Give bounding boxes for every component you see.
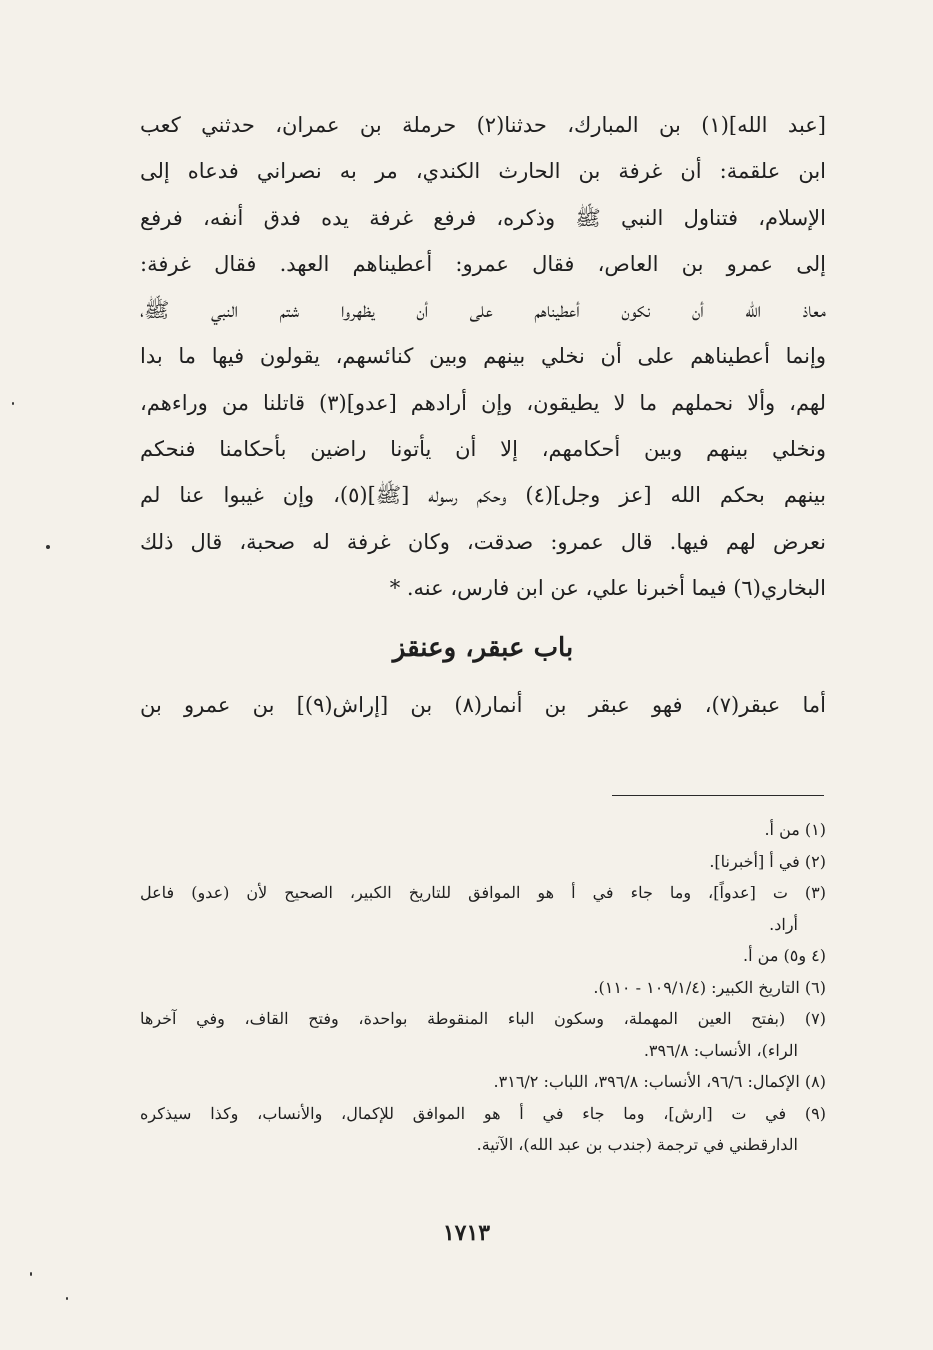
footnote-4-5 (140, 940, 826, 972)
text-line-last: البخاري(٦) فيما أخبرنا علي، عن ابن فارس، عنه. * (389, 575, 826, 600)
text-line: ونخلي بينهم وبين أحكامهم، إلا أن يأتونا راضين بأحكامنا فنحكم (140, 437, 826, 462)
main-text (140, 102, 826, 611)
footnote-line: (٧) (بفتح العين المهملة، وسكون الباء المنقوطة بواحدة، وفتح القاف، وفي آخرها (140, 1009, 826, 1028)
text-line: ابن علقمة: أن غرفة بن الحارث الكندي، مر به نصراني فدعاه إلى (140, 159, 826, 184)
footnote-line: (٨) الإكمال: ٩٦/٦، الأنساب: ٣٩٦/٨، اللباب: ٣١٦/٢. (493, 1072, 826, 1091)
footnote-7 (140, 1003, 826, 1066)
footnote-line: (٩) في ت [ارش]، وما جاء في أ هو الموافق للإكمال، والأنساب، وكذا سيذكره (140, 1103, 826, 1123)
page-number: ١٧١٣ (442, 1220, 491, 1246)
text-line: بينهم بحكم الله [عز وجل](٤) وحكم رسوله [ﷺ](٥)، وإن غيبوا عنا لم (140, 483, 826, 508)
text-line: إلى عمرو بن العاص، فقال عمرو: أعطيناهم العهد. فقال غرفة: (140, 251, 826, 276)
footnote-line: الدارقطني في ترجمة (جندب بن عبد الله)، الآتية. (476, 1135, 798, 1154)
footnote-line: (٤ و٥) من أ. (743, 946, 826, 965)
footnote-separator (612, 795, 824, 796)
footnote-line: (٦) التاريخ الكبير: (١٠٩/١/٤ - ١١٠). (593, 977, 826, 997)
text-line: لهم، وألا نحملهم ما لا يطيقون، وإن أرادهم [عدو](٣) قاتلنا من وراءهم، (140, 390, 826, 415)
footnote-9 (140, 1098, 826, 1161)
text-line: الإسلام، فتناول النبي ﷺ وذكره، فرفع غرفة يده فدق أنفه، فرفع (140, 205, 826, 230)
footnote-3 (140, 877, 826, 940)
chapter-first-line: أما عبقر(٧)، فهو عبقر بن أنمار(٨) بن [إراش(٩)] بن عمرو بن (140, 693, 826, 717)
footnote-8 (140, 1066, 826, 1098)
footnote-line: الراء)، الأنساب: ٣٩٦/٨. (643, 1040, 798, 1060)
footnote-6 (140, 972, 826, 1004)
footnote-2 (140, 846, 826, 878)
scan-speck (66, 1297, 68, 1300)
scan-speck (30, 1272, 32, 1276)
text-line: وإنما أعطيناهم على أن نخلي بينهم وبين كنائسهم، يقولون فيها ما بدا (140, 344, 826, 369)
text-line: [عبد الله](١) بن المبارك، حدثنا(٢) حرملة بن عمران، حدثني كعب (140, 113, 826, 137)
scan-speck (12, 402, 14, 405)
footnote-line: (١) من أ. (764, 820, 826, 839)
scan-speck (46, 545, 50, 549)
footnotes (140, 814, 826, 1161)
chapter-heading: باب عبقر، وعنقز (392, 633, 574, 663)
footnote-line: أراد. (769, 914, 798, 934)
text-line: معاذ الله أن نكون أعطيناهم على أن يظهروا شتم النبي ﷺ، (140, 298, 826, 323)
text-line: نعرض لهم فيها. قال عمرو: صدقت، وكان غرفة له صحبة، قال ذلك (140, 529, 826, 554)
footnote-line: (٣) ت [عدواً]، وما جاء في أ هو الموافق للتاريخ الكبير، الصحيح لأن (عدو) فاعل (140, 883, 826, 902)
footnote-line: (٢) في أ [أخبرنا]. (709, 851, 826, 871)
footnote-1 (140, 814, 826, 846)
